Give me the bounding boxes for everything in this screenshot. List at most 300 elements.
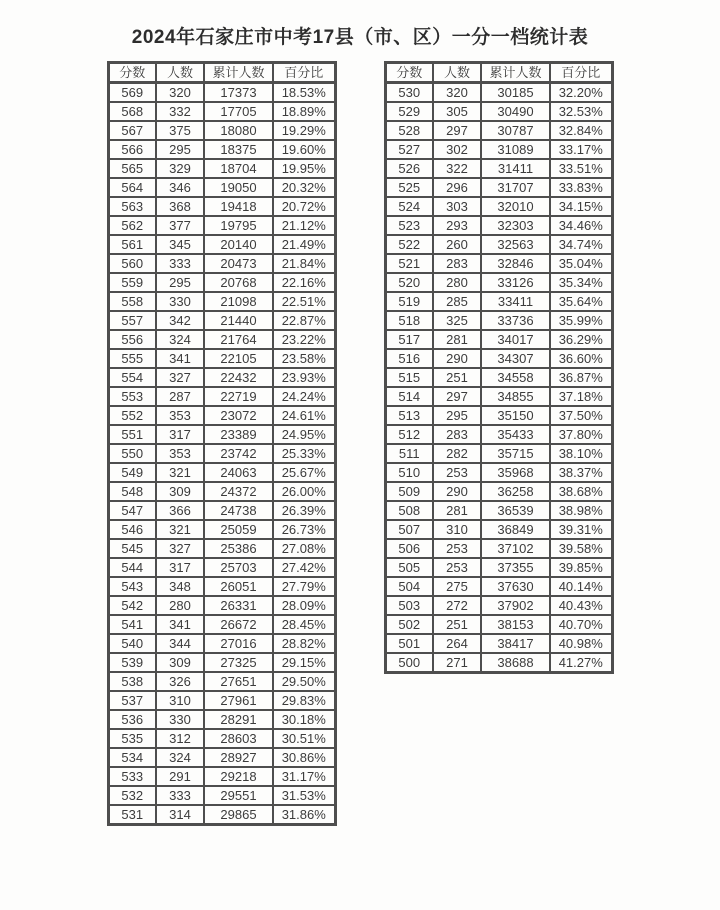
table-row xyxy=(385,615,612,634)
table-row xyxy=(385,425,612,444)
table-cell: 32303 xyxy=(481,216,550,235)
table-cell: 531 xyxy=(108,805,156,825)
table-cell: 529 xyxy=(385,102,433,121)
table-cell: 524 xyxy=(385,197,433,216)
table-cell: 253 xyxy=(433,463,481,482)
column-header: 百分比 xyxy=(273,62,335,82)
table-cell: 35433 xyxy=(481,425,550,444)
table-cell: 260 xyxy=(433,235,481,254)
table-cell: 314 xyxy=(156,805,204,825)
table-cell: 20140 xyxy=(204,235,273,254)
table-row xyxy=(385,82,612,102)
table-cell: 325 xyxy=(433,311,481,330)
table-cell: 32.84% xyxy=(550,121,612,140)
table-cell: 327 xyxy=(156,368,204,387)
table-cell: 505 xyxy=(385,558,433,577)
table-cell: 37902 xyxy=(481,596,550,615)
table-cell: 327 xyxy=(156,539,204,558)
table-cell: 29865 xyxy=(204,805,273,825)
score-table-right xyxy=(384,61,614,674)
table-cell: 290 xyxy=(433,349,481,368)
table-cell: 34855 xyxy=(481,387,550,406)
table-cell: 24063 xyxy=(204,463,273,482)
table-row xyxy=(385,406,612,425)
table-row xyxy=(385,539,612,558)
table-cell: 30185 xyxy=(481,82,550,102)
page-title: 2024年石家庄市中考17县（市、区）一分一档统计表 xyxy=(131,27,589,48)
tables-container xyxy=(0,61,720,826)
table-cell: 264 xyxy=(433,634,481,653)
table-cell: 24.24% xyxy=(273,387,335,406)
table-cell: 539 xyxy=(108,653,156,672)
table-cell: 320 xyxy=(156,82,204,102)
table-cell: 535 xyxy=(108,729,156,748)
table-cell: 320 xyxy=(433,82,481,102)
table-cell: 291 xyxy=(156,767,204,786)
table-cell: 502 xyxy=(385,615,433,634)
table-cell: 23072 xyxy=(204,406,273,425)
table-cell: 25059 xyxy=(204,520,273,539)
table-cell: 23389 xyxy=(204,425,273,444)
table-cell: 26672 xyxy=(204,615,273,634)
table-cell: 34.74% xyxy=(550,235,612,254)
table-cell: 37102 xyxy=(481,539,550,558)
table-row xyxy=(385,653,612,673)
table-cell: 30.51% xyxy=(273,729,335,748)
table-cell: 32563 xyxy=(481,235,550,254)
column-header: 分数 xyxy=(385,62,433,82)
table-row xyxy=(385,311,612,330)
table-row xyxy=(385,558,612,577)
table-cell: 326 xyxy=(156,672,204,691)
table-row xyxy=(385,520,612,539)
table-cell: 19.95% xyxy=(273,159,335,178)
table-row xyxy=(385,292,612,311)
table-cell: 559 xyxy=(108,273,156,292)
table-cell: 23.58% xyxy=(273,349,335,368)
table-cell: 31411 xyxy=(481,159,550,178)
table-cell: 39.85% xyxy=(550,558,612,577)
table-cell: 546 xyxy=(108,520,156,539)
table-cell: 287 xyxy=(156,387,204,406)
table-cell: 27.42% xyxy=(273,558,335,577)
table-row xyxy=(108,501,335,520)
table-row xyxy=(385,577,612,596)
table-row xyxy=(108,425,335,444)
table-cell: 281 xyxy=(433,501,481,520)
table-cell: 530 xyxy=(385,82,433,102)
table-cell: 40.70% xyxy=(550,615,612,634)
table-cell: 536 xyxy=(108,710,156,729)
table-cell: 34.15% xyxy=(550,197,612,216)
table-cell: 566 xyxy=(108,140,156,159)
table-row xyxy=(385,501,612,520)
table-row xyxy=(108,82,335,102)
table-cell: 40.14% xyxy=(550,577,612,596)
table-cell: 568 xyxy=(108,102,156,121)
table-row xyxy=(108,330,335,349)
table-cell: 24738 xyxy=(204,501,273,520)
table-cell: 38.10% xyxy=(550,444,612,463)
table-cell: 27016 xyxy=(204,634,273,653)
table-cell: 324 xyxy=(156,330,204,349)
table-cell: 28.09% xyxy=(273,596,335,615)
table-cell: 38417 xyxy=(481,634,550,653)
table-cell: 540 xyxy=(108,634,156,653)
table-cell: 23742 xyxy=(204,444,273,463)
table-cell: 297 xyxy=(433,387,481,406)
table-cell: 17705 xyxy=(204,102,273,121)
table-cell: 29551 xyxy=(204,786,273,805)
table-cell: 32.20% xyxy=(550,82,612,102)
table-cell: 537 xyxy=(108,691,156,710)
table-row xyxy=(108,254,335,273)
table-cell: 33411 xyxy=(481,292,550,311)
table-cell: 519 xyxy=(385,292,433,311)
table-cell: 20768 xyxy=(204,273,273,292)
table-cell: 26331 xyxy=(204,596,273,615)
table-cell: 295 xyxy=(433,406,481,425)
table-cell: 33.17% xyxy=(550,140,612,159)
table-cell: 25.33% xyxy=(273,444,335,463)
table-cell: 561 xyxy=(108,235,156,254)
table-cell: 33736 xyxy=(481,311,550,330)
table-row xyxy=(385,387,612,406)
table-cell: 22.16% xyxy=(273,273,335,292)
table-cell: 34017 xyxy=(481,330,550,349)
table-cell: 290 xyxy=(433,482,481,501)
table-cell: 322 xyxy=(433,159,481,178)
table-cell: 283 xyxy=(433,254,481,273)
table-cell: 18375 xyxy=(204,140,273,159)
table-cell: 34307 xyxy=(481,349,550,368)
table-row xyxy=(385,197,612,216)
table-row xyxy=(108,786,335,805)
column-header: 百分比 xyxy=(550,62,612,82)
table-row xyxy=(385,254,612,273)
table-cell: 522 xyxy=(385,235,433,254)
table-row xyxy=(385,159,612,178)
table-cell: 25386 xyxy=(204,539,273,558)
table-cell: 34.46% xyxy=(550,216,612,235)
table-row xyxy=(108,691,335,710)
table-cell: 500 xyxy=(385,653,433,673)
table-cell: 37.50% xyxy=(550,406,612,425)
table-row xyxy=(385,596,612,615)
table-cell: 309 xyxy=(156,653,204,672)
table-cell: 507 xyxy=(385,520,433,539)
table-row xyxy=(385,330,612,349)
column-header: 人数 xyxy=(156,62,204,82)
table-cell: 32.53% xyxy=(550,102,612,121)
table-cell: 330 xyxy=(156,292,204,311)
table-row xyxy=(108,577,335,596)
table-cell: 547 xyxy=(108,501,156,520)
table-cell: 19050 xyxy=(204,178,273,197)
table-cell: 20.72% xyxy=(273,197,335,216)
table-row xyxy=(108,235,335,254)
table-cell: 342 xyxy=(156,311,204,330)
table-cell: 282 xyxy=(433,444,481,463)
table-row xyxy=(385,463,612,482)
table-cell: 510 xyxy=(385,463,433,482)
table-cell: 22432 xyxy=(204,368,273,387)
table-row xyxy=(108,634,335,653)
table-row xyxy=(108,216,335,235)
table-cell: 544 xyxy=(108,558,156,577)
table-header-row xyxy=(108,62,335,82)
table-cell: 18.53% xyxy=(273,82,335,102)
table-cell: 33.51% xyxy=(550,159,612,178)
table-cell: 543 xyxy=(108,577,156,596)
table-cell: 37355 xyxy=(481,558,550,577)
table-cell: 35715 xyxy=(481,444,550,463)
table-cell: 501 xyxy=(385,634,433,653)
table-cell: 283 xyxy=(433,425,481,444)
table-cell: 526 xyxy=(385,159,433,178)
table-cell: 27.08% xyxy=(273,539,335,558)
table-cell: 281 xyxy=(433,330,481,349)
table-row xyxy=(108,539,335,558)
table-cell: 39.31% xyxy=(550,520,612,539)
table-cell: 18080 xyxy=(204,121,273,140)
table-cell: 22719 xyxy=(204,387,273,406)
table-cell: 29218 xyxy=(204,767,273,786)
table-cell: 36539 xyxy=(481,501,550,520)
table-cell: 321 xyxy=(156,463,204,482)
table-cell: 563 xyxy=(108,197,156,216)
table-cell: 30787 xyxy=(481,121,550,140)
table-row xyxy=(108,121,335,140)
table-row xyxy=(108,102,335,121)
table-cell: 549 xyxy=(108,463,156,482)
table-cell: 375 xyxy=(156,121,204,140)
table-row xyxy=(108,159,335,178)
table-cell: 321 xyxy=(156,520,204,539)
table-cell: 38.68% xyxy=(550,482,612,501)
table-cell: 37.18% xyxy=(550,387,612,406)
table-cell: 513 xyxy=(385,406,433,425)
table-cell: 35.99% xyxy=(550,311,612,330)
table-row xyxy=(385,368,612,387)
table-cell: 28927 xyxy=(204,748,273,767)
table-row xyxy=(108,387,335,406)
table-cell: 562 xyxy=(108,216,156,235)
table-cell: 344 xyxy=(156,634,204,653)
table-row xyxy=(108,520,335,539)
table-cell: 21.84% xyxy=(273,254,335,273)
table-row xyxy=(108,558,335,577)
table-row xyxy=(108,140,335,159)
table-row xyxy=(108,482,335,501)
table-cell: 541 xyxy=(108,615,156,634)
column-header: 累计人数 xyxy=(481,62,550,82)
table-cell: 33.83% xyxy=(550,178,612,197)
table-cell: 310 xyxy=(156,691,204,710)
table-cell: 36258 xyxy=(481,482,550,501)
table-cell: 517 xyxy=(385,330,433,349)
table-cell: 29.50% xyxy=(273,672,335,691)
table-row xyxy=(108,748,335,767)
table-row xyxy=(108,178,335,197)
table-cell: 36.60% xyxy=(550,349,612,368)
table-cell: 523 xyxy=(385,216,433,235)
column-header: 分数 xyxy=(108,62,156,82)
table-cell: 28603 xyxy=(204,729,273,748)
table-cell: 26.39% xyxy=(273,501,335,520)
table-cell: 534 xyxy=(108,748,156,767)
table-cell: 24372 xyxy=(204,482,273,501)
table-cell: 26051 xyxy=(204,577,273,596)
table-cell: 515 xyxy=(385,368,433,387)
table-cell: 32010 xyxy=(481,197,550,216)
table-cell: 333 xyxy=(156,254,204,273)
table-cell: 551 xyxy=(108,425,156,444)
table-cell: 21.49% xyxy=(273,235,335,254)
table-cell: 30490 xyxy=(481,102,550,121)
table-row xyxy=(385,444,612,463)
table-cell: 353 xyxy=(156,444,204,463)
table-cell: 251 xyxy=(433,368,481,387)
table-cell: 312 xyxy=(156,729,204,748)
table-cell: 552 xyxy=(108,406,156,425)
table-cell: 31707 xyxy=(481,178,550,197)
table-cell: 38688 xyxy=(481,653,550,673)
table-cell: 345 xyxy=(156,235,204,254)
table-cell: 36.29% xyxy=(550,330,612,349)
table-row xyxy=(108,197,335,216)
table-row xyxy=(108,615,335,634)
table-cell: 545 xyxy=(108,539,156,558)
table-cell: 19.60% xyxy=(273,140,335,159)
table-cell: 317 xyxy=(156,558,204,577)
table-cell: 509 xyxy=(385,482,433,501)
table-cell: 20473 xyxy=(204,254,273,273)
table-cell: 521 xyxy=(385,254,433,273)
table-row xyxy=(108,767,335,786)
table-cell: 514 xyxy=(385,387,433,406)
table-row xyxy=(385,102,612,121)
table-row xyxy=(108,406,335,425)
table-cell: 37.80% xyxy=(550,425,612,444)
table-cell: 295 xyxy=(156,273,204,292)
table-row xyxy=(385,140,612,159)
table-cell: 40.43% xyxy=(550,596,612,615)
table-cell: 35.04% xyxy=(550,254,612,273)
table-cell: 567 xyxy=(108,121,156,140)
table-row xyxy=(385,178,612,197)
table-cell: 569 xyxy=(108,82,156,102)
table-cell: 271 xyxy=(433,653,481,673)
table-cell: 285 xyxy=(433,292,481,311)
table-cell: 317 xyxy=(156,425,204,444)
table-cell: 512 xyxy=(385,425,433,444)
table-row xyxy=(108,368,335,387)
table-cell: 21098 xyxy=(204,292,273,311)
table-cell: 28.82% xyxy=(273,634,335,653)
table-cell: 518 xyxy=(385,311,433,330)
table-cell: 303 xyxy=(433,197,481,216)
table-cell: 520 xyxy=(385,273,433,292)
table-cell: 27961 xyxy=(204,691,273,710)
table-cell: 346 xyxy=(156,178,204,197)
table-cell: 37630 xyxy=(481,577,550,596)
table-row xyxy=(108,596,335,615)
table-cell: 29.15% xyxy=(273,653,335,672)
table-cell: 19795 xyxy=(204,216,273,235)
table-row xyxy=(385,349,612,368)
table-row xyxy=(385,121,612,140)
table-row xyxy=(385,235,612,254)
table-cell: 555 xyxy=(108,349,156,368)
table-cell: 23.22% xyxy=(273,330,335,349)
table-cell: 332 xyxy=(156,102,204,121)
table-cell: 368 xyxy=(156,197,204,216)
table-cell: 25.67% xyxy=(273,463,335,482)
table-cell: 557 xyxy=(108,311,156,330)
table-cell: 26.00% xyxy=(273,482,335,501)
table-cell: 41.27% xyxy=(550,653,612,673)
table-cell: 31.17% xyxy=(273,767,335,786)
table-cell: 28.45% xyxy=(273,615,335,634)
table-cell: 38.98% xyxy=(550,501,612,520)
table-cell: 511 xyxy=(385,444,433,463)
table-cell: 532 xyxy=(108,786,156,805)
table-cell: 366 xyxy=(156,501,204,520)
table-cell: 18704 xyxy=(204,159,273,178)
table-cell: 22105 xyxy=(204,349,273,368)
table-row xyxy=(108,672,335,691)
table-cell: 558 xyxy=(108,292,156,311)
table-cell: 19418 xyxy=(204,197,273,216)
table-cell: 35.34% xyxy=(550,273,612,292)
table-cell: 329 xyxy=(156,159,204,178)
table-cell: 565 xyxy=(108,159,156,178)
table-cell: 533 xyxy=(108,767,156,786)
table-cell: 22.51% xyxy=(273,292,335,311)
table-cell: 30.18% xyxy=(273,710,335,729)
table-cell: 253 xyxy=(433,539,481,558)
table-cell: 353 xyxy=(156,406,204,425)
table-cell: 275 xyxy=(433,577,481,596)
table-cell: 272 xyxy=(433,596,481,615)
table-cell: 36849 xyxy=(481,520,550,539)
table-cell: 38.37% xyxy=(550,463,612,482)
table-row xyxy=(108,653,335,672)
table-cell: 23.93% xyxy=(273,368,335,387)
table-cell: 32846 xyxy=(481,254,550,273)
table-cell: 35150 xyxy=(481,406,550,425)
table-cell: 305 xyxy=(433,102,481,121)
table-cell: 31089 xyxy=(481,140,550,159)
table-cell: 35.64% xyxy=(550,292,612,311)
table-cell: 538 xyxy=(108,672,156,691)
table-cell: 251 xyxy=(433,615,481,634)
table-cell: 504 xyxy=(385,577,433,596)
table-cell: 30.86% xyxy=(273,748,335,767)
table-cell: 310 xyxy=(433,520,481,539)
table-cell: 24.61% xyxy=(273,406,335,425)
table-row xyxy=(108,273,335,292)
column-header: 累计人数 xyxy=(204,62,273,82)
table-header-row xyxy=(385,62,612,82)
table-row xyxy=(108,349,335,368)
table-cell: 33126 xyxy=(481,273,550,292)
table-cell: 21.12% xyxy=(273,216,335,235)
table-row xyxy=(385,273,612,292)
table-cell: 31.53% xyxy=(273,786,335,805)
table-cell: 20.32% xyxy=(273,178,335,197)
